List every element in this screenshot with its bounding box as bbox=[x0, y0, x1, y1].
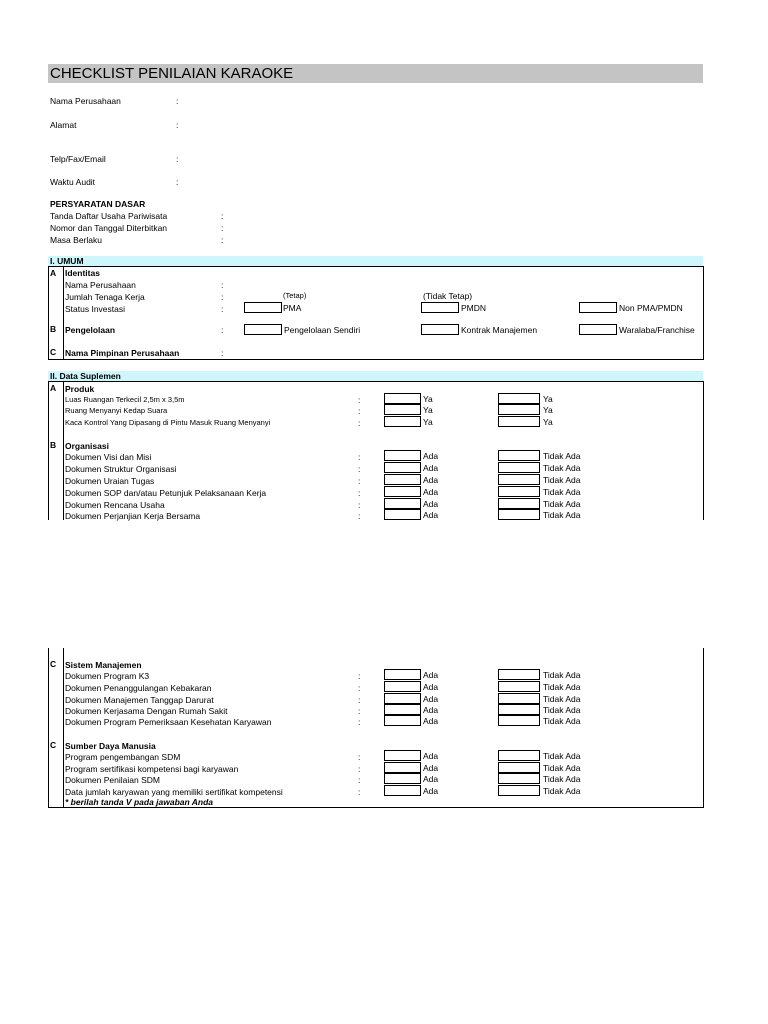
field-colon: : bbox=[221, 292, 224, 302]
field-colon: : bbox=[358, 683, 361, 693]
field-colon: : bbox=[358, 752, 361, 762]
checkbox-tidak-ada[interactable] bbox=[498, 498, 540, 509]
produk-item: Kaca Kontrol Yang Dipasang di Pintu Masuk Ruang Menyanyi bbox=[65, 418, 271, 427]
option-label: Ada bbox=[423, 716, 439, 726]
section-heading-suplemen: II. Data Suplemen bbox=[50, 371, 121, 381]
option-label: Ada bbox=[423, 499, 439, 509]
field-colon: : bbox=[358, 418, 361, 428]
option-label: PMDN bbox=[461, 303, 487, 313]
field-colon: : bbox=[221, 348, 224, 358]
checkbox-ada[interactable] bbox=[384, 750, 421, 761]
checkbox-tidak-ada[interactable] bbox=[498, 773, 540, 784]
option-label: Tidak Ada bbox=[543, 670, 581, 680]
sistem-manajemen-title: Sistem Manajemen bbox=[65, 660, 142, 670]
tidak-tetap-label: (Tidak Tetap) bbox=[423, 291, 473, 301]
field-colon: : bbox=[358, 406, 361, 416]
organisasi-item: Dokumen Perjanjian Kerja Bersama bbox=[65, 511, 201, 521]
option-label: Ada bbox=[423, 463, 439, 473]
organisasi-item: Dokumen Uraian Tugas bbox=[65, 476, 155, 486]
checkbox-yes[interactable] bbox=[384, 404, 421, 415]
option-label: Ada bbox=[423, 682, 439, 692]
checkbox-pma[interactable] bbox=[244, 302, 282, 313]
checkbox-ada[interactable] bbox=[384, 693, 421, 704]
checkbox-ada[interactable] bbox=[384, 450, 421, 461]
field-colon: : bbox=[221, 211, 224, 221]
option-label: Ada bbox=[423, 694, 439, 704]
field-colon: : bbox=[221, 325, 224, 335]
table-border bbox=[48, 381, 49, 520]
checkbox-no[interactable] bbox=[498, 416, 540, 427]
field-colon: : bbox=[358, 764, 361, 774]
table-border bbox=[63, 648, 64, 808]
table-border bbox=[48, 359, 704, 360]
field-colon: : bbox=[176, 177, 179, 187]
section-letter: B bbox=[50, 440, 57, 450]
option-label: Ada bbox=[423, 786, 439, 796]
option-label: PMA bbox=[283, 303, 302, 313]
checkbox-tidak-ada[interactable] bbox=[498, 762, 540, 773]
checkbox-ada[interactable] bbox=[384, 785, 421, 796]
field-colon: : bbox=[358, 464, 361, 474]
organisasi-item: Dokumen Visi dan Misi bbox=[65, 452, 152, 462]
table-border bbox=[703, 266, 704, 360]
sistem-item: Dokumen Manajemen Tanggap Darurat bbox=[65, 695, 214, 705]
option-label: Kontrak Manajemen bbox=[461, 325, 538, 335]
field-colon: : bbox=[358, 500, 361, 510]
section-letter: C bbox=[50, 659, 57, 669]
field-colon: : bbox=[221, 304, 224, 314]
checkbox-yes[interactable] bbox=[384, 416, 421, 427]
sdm-item: Program sertifikasi kompetensi bagi karyawan bbox=[65, 764, 239, 774]
sistem-item: Dokumen Penanggulangan Kebakaran bbox=[65, 683, 212, 693]
option-label: Pengelolaan Sendiri bbox=[284, 325, 361, 335]
option-label: Ya bbox=[543, 417, 553, 427]
field-colon: : bbox=[221, 223, 224, 233]
field-colon: : bbox=[358, 671, 361, 681]
identitas-item: Status Investasi bbox=[65, 304, 126, 314]
identitas-item: Jumlah Tenaga Kerja bbox=[65, 292, 145, 302]
section-letter: A bbox=[50, 268, 57, 278]
sdm-item: Program pengembangan SDM bbox=[65, 752, 181, 762]
identitas-item: Nama Perusahaan bbox=[65, 280, 136, 290]
checkbox-ada[interactable] bbox=[384, 486, 421, 497]
pimpinan-title: Nama Pimpinan Perusahaan bbox=[65, 348, 180, 358]
field-colon: : bbox=[358, 395, 361, 405]
field-label-alamat: Alamat bbox=[50, 120, 77, 130]
checkbox-non-pma-pmdn[interactable] bbox=[579, 302, 617, 313]
checkbox-ada[interactable] bbox=[384, 474, 421, 485]
option-label: Tidak Ada bbox=[543, 451, 581, 461]
footnote: * berilah tanda V pada jawaban Anda bbox=[65, 797, 213, 807]
checkbox-waralaba[interactable] bbox=[579, 324, 617, 335]
table-border bbox=[63, 381, 64, 520]
checkbox-ada[interactable] bbox=[384, 715, 421, 726]
option-label: Ada bbox=[423, 475, 439, 485]
checkbox-pengelolaan-sendiri[interactable] bbox=[244, 324, 282, 335]
checkbox-ada[interactable] bbox=[384, 509, 421, 520]
table-border bbox=[63, 266, 64, 360]
field-colon: : bbox=[358, 775, 361, 785]
option-label: Ada bbox=[423, 451, 439, 461]
field-colon: : bbox=[358, 511, 361, 521]
table-border bbox=[703, 648, 704, 808]
field-colon: : bbox=[358, 787, 361, 797]
option-label: Tidak Ada bbox=[543, 763, 581, 773]
option-label: Ya bbox=[543, 405, 553, 415]
option-label: Tidak Ada bbox=[543, 510, 581, 520]
organisasi-title: Organisasi bbox=[65, 441, 109, 451]
checkbox-tidak-ada[interactable] bbox=[498, 750, 540, 761]
field-colon: : bbox=[176, 154, 179, 164]
option-label: Non PMA/PMDN bbox=[619, 303, 683, 313]
option-label: Ya bbox=[423, 417, 433, 427]
section-bar-umum bbox=[48, 256, 703, 266]
checkbox-tidak-ada[interactable] bbox=[498, 785, 540, 796]
field-colon: : bbox=[358, 476, 361, 486]
table-border bbox=[48, 266, 704, 267]
persyaratan-heading: PERSYARATAN DASAR bbox=[50, 199, 146, 209]
checkbox-tidak-ada[interactable] bbox=[498, 669, 540, 680]
sistem-item: Dokumen Program K3 bbox=[65, 671, 150, 681]
field-label-telp: Telp/Fax/Email bbox=[50, 154, 106, 164]
produk-title: Produk bbox=[65, 384, 95, 394]
checkbox-tidak-ada[interactable] bbox=[498, 681, 540, 692]
checkbox-ada[interactable] bbox=[384, 704, 421, 715]
option-label: Tidak Ada bbox=[543, 774, 581, 784]
sistem-item: Dokumen Program Pemeriksaan Kesehatan Karyawan bbox=[65, 717, 272, 727]
checkbox-tidak-ada[interactable] bbox=[498, 704, 540, 715]
persyaratan-item: Nomor dan Tanggal Diterbitkan bbox=[50, 223, 168, 233]
page-title: CHECKLIST PENILAIAN KARAOKE bbox=[50, 65, 294, 82]
option-label: Ada bbox=[423, 670, 439, 680]
sistem-item: Dokumen Kerjasama Dengan Rumah Sakit bbox=[65, 706, 228, 716]
option-label: Tidak Ada bbox=[543, 716, 581, 726]
option-label: Tidak Ada bbox=[543, 499, 581, 509]
sdm-item: Data jumlah karyawan yang memiliki sertifikat kompetensi bbox=[65, 787, 283, 797]
checkbox-ada[interactable] bbox=[384, 498, 421, 509]
produk-item: Ruang Menyanyi Kedap Suara bbox=[65, 406, 168, 415]
option-label: Tidak Ada bbox=[543, 694, 581, 704]
produk-item: Luas Ruangan Terkecil 2,5m x 3,5m bbox=[65, 395, 185, 404]
field-colon: : bbox=[221, 280, 224, 290]
option-label: Tidak Ada bbox=[543, 475, 581, 485]
checkbox-no[interactable] bbox=[498, 393, 540, 404]
checkbox-no[interactable] bbox=[498, 404, 540, 415]
section-letter: C bbox=[50, 740, 57, 750]
checkbox-ada[interactable] bbox=[384, 462, 421, 473]
option-label: Ada bbox=[423, 510, 439, 520]
sdm-title: Sumber Daya Manusia bbox=[65, 741, 156, 751]
tetap-label: (Tetap) bbox=[283, 291, 307, 300]
checkbox-ada[interactable] bbox=[384, 762, 421, 773]
option-label: Ya bbox=[423, 394, 433, 404]
option-label: Tidak Ada bbox=[543, 487, 581, 497]
checkbox-pmdn[interactable] bbox=[421, 302, 459, 313]
field-label-waktu-audit: Waktu Audit bbox=[50, 177, 96, 187]
field-colon: : bbox=[358, 717, 361, 727]
organisasi-item: Dokumen SOP dan/atau Petunjuk Pelaksanaan Kerja bbox=[65, 488, 267, 498]
checkbox-kontrak-manajemen[interactable] bbox=[421, 324, 459, 335]
option-label: Ada bbox=[423, 774, 439, 784]
option-label: Ada bbox=[423, 705, 439, 715]
checkbox-tidak-ada[interactable] bbox=[498, 509, 540, 520]
section-letter: C bbox=[50, 347, 57, 357]
table-border bbox=[48, 648, 49, 808]
checkbox-tidak-ada[interactable] bbox=[498, 462, 540, 473]
option-label: Tidak Ada bbox=[543, 786, 581, 796]
field-colon: : bbox=[176, 96, 179, 106]
field-colon: : bbox=[358, 488, 361, 498]
persyaratan-item: Tanda Daftar Usaha Pariwisata bbox=[50, 211, 168, 221]
option-label: Tidak Ada bbox=[543, 751, 581, 761]
checkbox-yes[interactable] bbox=[384, 393, 421, 404]
field-colon: : bbox=[358, 706, 361, 716]
table-border bbox=[48, 381, 704, 382]
table-border bbox=[703, 381, 704, 520]
field-colon: : bbox=[221, 235, 224, 245]
checkbox-tidak-ada[interactable] bbox=[498, 486, 540, 497]
option-label: Tidak Ada bbox=[543, 705, 581, 715]
section-letter: A bbox=[50, 383, 57, 393]
table-border bbox=[48, 807, 704, 808]
pengelolaan-title: Pengelolaan bbox=[65, 325, 116, 335]
persyaratan-item: Masa Berlaku bbox=[50, 235, 102, 245]
field-colon: : bbox=[358, 695, 361, 705]
table-border bbox=[48, 266, 49, 360]
checkbox-tidak-ada[interactable] bbox=[498, 450, 540, 461]
option-label: Ya bbox=[543, 394, 553, 404]
checkbox-ada[interactable] bbox=[384, 669, 421, 680]
option-label: Tidak Ada bbox=[543, 463, 581, 473]
section-heading-umum: I. UMUM bbox=[50, 256, 84, 266]
field-colon: : bbox=[358, 452, 361, 462]
field-label-nama-perusahaan: Nama Perusahaan bbox=[50, 96, 121, 106]
checkbox-ada[interactable] bbox=[384, 773, 421, 784]
option-label: Ya bbox=[423, 405, 433, 415]
sdm-item: Dokumen Penilaian SDM bbox=[65, 775, 160, 785]
option-label: Ada bbox=[423, 763, 439, 773]
option-label: Waralaba/Franchise bbox=[619, 325, 695, 335]
option-label: Ada bbox=[423, 751, 439, 761]
checkbox-tidak-ada[interactable] bbox=[498, 474, 540, 485]
checkbox-ada[interactable] bbox=[384, 681, 421, 692]
option-label: Tidak Ada bbox=[543, 682, 581, 692]
identitas-title: Identitas bbox=[65, 268, 100, 278]
checkbox-tidak-ada[interactable] bbox=[498, 693, 540, 704]
organisasi-item: Dokumen Rencana Usaha bbox=[65, 500, 165, 510]
option-label: Ada bbox=[423, 487, 439, 497]
field-colon: : bbox=[176, 120, 179, 130]
checkbox-tidak-ada[interactable] bbox=[498, 715, 540, 726]
section-bar-suplemen bbox=[48, 371, 703, 381]
organisasi-item: Dokumen Struktur Organisasi bbox=[65, 464, 177, 474]
section-letter: B bbox=[50, 324, 57, 334]
